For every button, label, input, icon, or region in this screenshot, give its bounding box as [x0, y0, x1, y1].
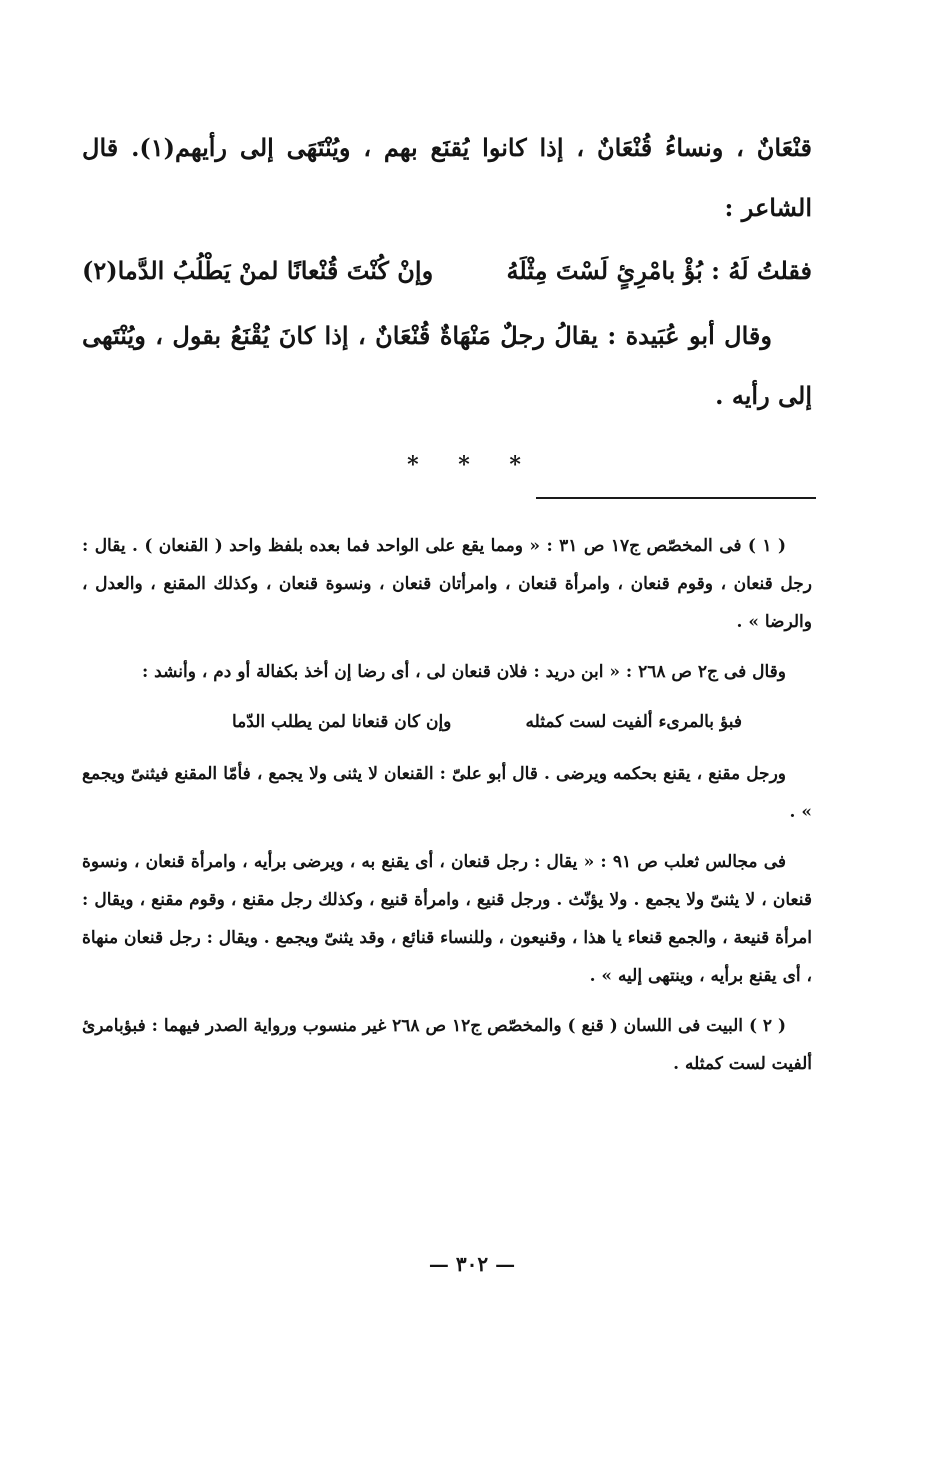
main-text [82, 118, 812, 426]
section-separator: * * * [407, 452, 537, 478]
footnote-1-continued-3: فى مجالس ثعلب ص ٩١ : « يقال : رجل قنعان ، أى يقنع به ، ويرضى برأيه ، وامرأة قنعان ، ونسوة قنعان ، لا يثنىّ ولا يجمع . ولا يؤنّث . ورجل قنيع ، وامرأة قنيع ، وكذلك رجل مقنع ، وقوم مقنع ، ويقال : امرأة قنيعة ، والجمع قنعاء يا هذا ، وقنيعون ، وللنساء قنائع ، وقد يثنىّ ويجمع . ويقال : رجل قنعان منهاة ، أى يقنع برأيه ، وينتهى إليه » . [81, 852, 812, 986]
footnote-1-continued-2: ورجل مقنع ، يقنع بحكمه ويرضى . قال أبو علىّ : القنعان لا يثنى ولا يجمع ، فأمّا المقنع فيثنىّ ويجمع » . [82, 764, 812, 822]
footnote-1-continued: وقال فى ج٢ ص ٢٦٨ : « ابن دريد : فلان قنعان لى ، أى رضا إن أخذ بكفالة أو دم ، وأنشد : [141, 662, 786, 682]
footnotes [82, 527, 812, 1095]
footnote-1: ( ١ ) فى المخصّص ج١٧ ص ٣١ : « ومما يقع على الواحد فما بعده بلفظ واحد ( القنعان ) . يقال : رجل قنعان ، وقوم قنعان ، وامرأة قنعان ، وامرأتان قنعان ، ونسوة قنعان ، وكذلك المقنع ، والعدل ، والرضا » . [82, 536, 812, 632]
main-verse-first-hemistich: فقلتُ لَهُ : بُؤْ بامْرِئٍ لَسْتَ مِثْلَهُ [506, 256, 812, 285]
footnote-2: ( ٢ ) البيت فى اللسان ( قنع ) والمخصّص ج١٢ ص ٢٦٨ غير منسوب ورواية الصدر فيهما : فبؤبامرئ ألفيت لست كمثله . [82, 1016, 812, 1074]
footnote-verse-second-hemistich: وإن كان قنعانا لمن يطلب الدّما [232, 712, 452, 732]
footnote-verse-first-hemistich: فبؤ بالمرىء ألفيت لست كمثله [525, 712, 742, 732]
page-number: — ٣٠٢ — [428, 1252, 516, 1276]
main-paragraph-1: قنْعَانٌ ، ونساءُ قُنْعَانٌ ، إذا كانوا يُقنَع بهم ، ويُنْتَهَى إلى رأيهم(١). قال الشاعر : [82, 133, 812, 222]
footnote-verse [232, 703, 742, 741]
main-paragraph-2: وقال أبو عُبَيدة : يقالُ رجلٌ مَنْهَاةٌ قُنْعَانٌ ، إذا كانَ يُقْنَعُ بقول ، ويُنْتَهى إلى رأيه . [82, 321, 812, 410]
main-verse-second-hemistich: وإنْ كُنْتَ قُنْعانًا لمنْ يَطْلُبُ الدَّما(٢) [82, 256, 434, 285]
footnote-rule [536, 497, 816, 499]
main-verse [82, 242, 812, 300]
